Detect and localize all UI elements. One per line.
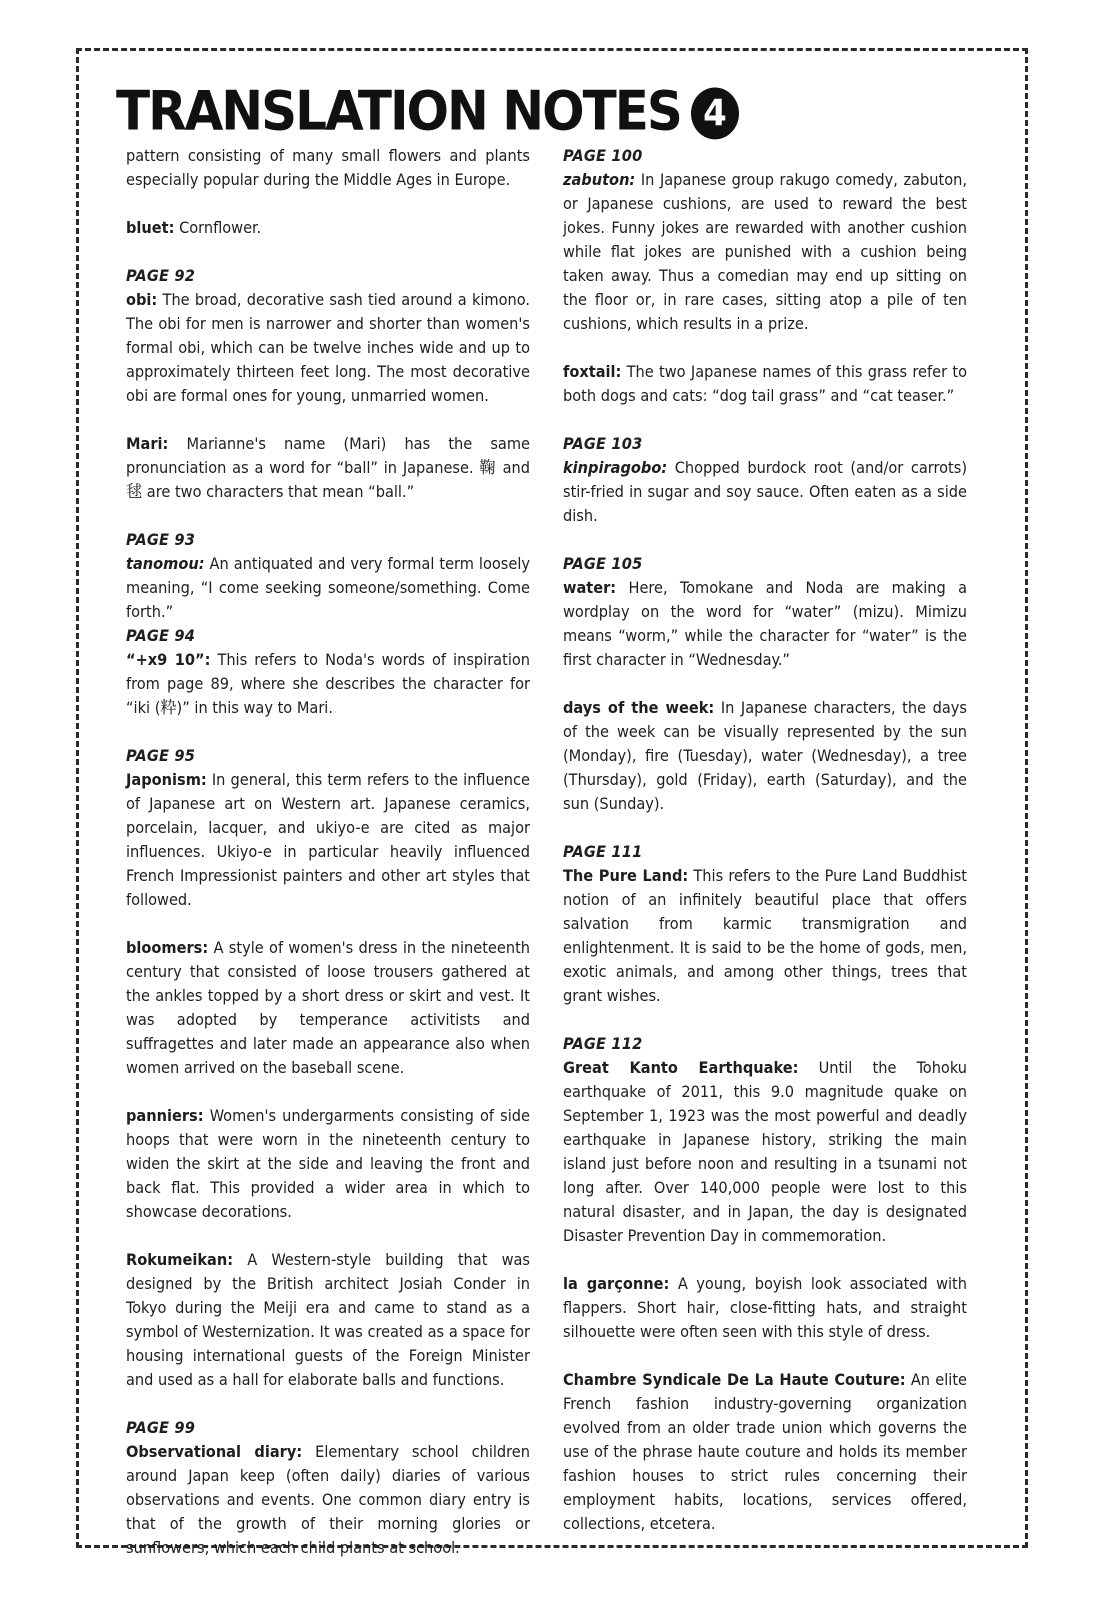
- note-term: bluet:: [126, 218, 175, 237]
- page-number-label: PAGE 99: [126, 1418, 196, 1437]
- note-entry: [563, 360, 967, 408]
- note-text: A Western-style building that was designed by the British architect Josiah Conder in Tokyo during the Meiji era and came to stand as a symbol of Westernization. It was created as a space for housing international guests of the Foreign Minister and used as a hall for elaborate balls and functions.: [126, 1250, 531, 1389]
- note-entry: [126, 744, 530, 912]
- note-entry: [126, 624, 530, 720]
- note-paragraph: [563, 360, 967, 408]
- note-paragraph: [126, 144, 530, 192]
- page-number-label: PAGE 100: [563, 146, 643, 165]
- note-term: zabuton:: [563, 170, 636, 189]
- note-text: Marianne's name (Mari) has the same pronunciation as a word for “ball” in Japanese. 鞠 and 毬 are two characters that mean “ball.”: [126, 434, 530, 501]
- note-term: la garçonne:: [563, 1274, 670, 1293]
- note-entry: [126, 1416, 530, 1560]
- note-paragraph: [563, 1272, 967, 1344]
- note-paragraph: [126, 768, 530, 912]
- note-term: days of the week:: [563, 698, 715, 717]
- note-text: The broad, decorative sash tied around a kimono. The obi for men is narrower and shorter than women's formal obi, which can be twelve inches wide and up to approximately thirteen feet long. The most decorative obi are formal ones for young, unmarried women.: [126, 290, 531, 405]
- note-term: The Pure Land:: [563, 866, 689, 885]
- page-number-label: PAGE 94: [126, 626, 196, 645]
- note-entry: [563, 840, 967, 1008]
- note-text: Until the Tohoku earthquake of 2011, this 9.0 magnitude quake on September 1, 1923 was the most powerful and deadly earthquake in Japanese history, striking the main island just before noon and resulting in a tsunami not long after. Over 140,000 people were lost to this natural disaster, and in Japan, the day is designated Disaster Prevention Day in commemoration.: [563, 1058, 968, 1245]
- note-entry: [563, 1272, 967, 1344]
- page-number-label: PAGE 105: [563, 554, 643, 573]
- note-term: Mari:: [126, 434, 169, 453]
- note-text: Women's undergarments consisting of side hoops that were worn in the nineteenth century to widen the skirt at the side and leaving the front and back flat. This provided a wider area in which to showcase decorations.: [126, 1106, 531, 1221]
- note-text: An elite French fashion industry-governing organization evolved from an older trade union which governs the use of the phrase haute couture and holds its member fashion houses to strict rules concerning their employment habits, locations, services offered, collections, etcetera.: [563, 1370, 967, 1533]
- note-paragraph: [563, 168, 967, 336]
- note-paragraph: [126, 1248, 530, 1392]
- note-entry: [563, 432, 967, 528]
- note-text: In general, this term refers to the influence of Japanese art on Western art. Japanese ceramics, porcelain, lacquer, and ukiyo-e are cited as major influences. Ukiyo-e in particular heavily influenced French Impressionist painters and other art styles that followed.: [126, 770, 531, 909]
- page-number-label: PAGE 103: [563, 434, 643, 453]
- note-term: Great Kanto Earthquake:: [563, 1058, 799, 1077]
- note-paragraph: [126, 288, 530, 408]
- note-entry: [563, 1032, 967, 1248]
- note-term: foxtail:: [563, 362, 622, 381]
- note-text: Elementary school children around Japan keep (often daily) diaries of various observations and events. One common diary entry is that of the growth of their morning glories or sunflowers, which each child plants at school.: [126, 1442, 530, 1557]
- note-text: In Japanese group rakugo comedy, zabuton, or Japanese cushions, are used to reward the best jokes. Funny jokes are rewarded with another cushion while flat jokes are punished with a cushion being taken away. Thus a comedian may end up sitting on the floor or, in rare cases, sitting atop a pile of ten cushions, which results in a prize.: [563, 170, 968, 333]
- note-text: An antiquated and very formal term loosely meaning, “I come seeking someone/something. Come forth.”: [126, 554, 531, 621]
- note-text: Chopped burdock root (and/or carrots) stir-fried in sugar and soy sauce. Often eaten as a side dish.: [563, 458, 968, 525]
- note-paragraph: [126, 552, 530, 624]
- note-entry: [563, 1368, 967, 1536]
- page-number-label: PAGE 112: [563, 1034, 643, 1053]
- note-term: tanomou:: [126, 554, 205, 573]
- note-term: bloomers:: [126, 938, 209, 957]
- note-entry: [563, 552, 967, 672]
- title-text: TRANSLATION NOTES: [116, 80, 681, 143]
- note-paragraph: [563, 1056, 967, 1248]
- note-text: A young, boyish look associated with flappers. Short hair, close-fitting hats, and straight silhouette were often seen with this style of dress.: [563, 1274, 967, 1341]
- note-paragraph: [126, 1440, 530, 1560]
- note-text: Here, Tomokane and Noda are making a wordplay on the word for “water” (mizu). Mimizu means “worm,” while the character for “water” is the first character in “Wednesday.”: [563, 578, 968, 669]
- note-paragraph: [126, 936, 530, 1080]
- note-paragraph: [126, 648, 530, 720]
- note-term: Chambre Syndicale De La Haute Couture:: [563, 1370, 906, 1389]
- note-text: pattern consisting of many small flowers and plants especially popular during the Middle Ages in Europe.: [126, 146, 530, 189]
- note-paragraph: [126, 432, 530, 504]
- page-number-label: PAGE 93: [126, 530, 196, 549]
- page-number-label: PAGE 95: [126, 746, 196, 765]
- right-column: [563, 144, 967, 1560]
- note-text: This refers to Noda's words of inspiration from page 89, where she describes the character for “iki (粋)” in this way to Mari.: [126, 650, 531, 717]
- note-text: The two Japanese names of this grass refer to both dogs and cats: “dog tail grass” and “cat teaser.”: [563, 362, 968, 405]
- note-text: This refers to the Pure Land Buddhist notion of an infinitely beautiful place that offers salvation from karmic transmigration and enlightenment. It is said to be the home of gods, men, exotic animals, and among other things, trees that grant wishes.: [563, 866, 968, 1005]
- note-paragraph: [563, 864, 967, 1008]
- note-entry: [126, 264, 530, 408]
- note-entry: [563, 696, 967, 816]
- note-paragraph: [563, 456, 967, 528]
- note-text: Cornflower.: [179, 218, 262, 237]
- left-column: [126, 144, 530, 1584]
- note-paragraph: [126, 216, 530, 240]
- title-number-badge: 4: [691, 88, 739, 140]
- note-entry: [126, 1248, 530, 1392]
- note-term: Japonism:: [126, 770, 207, 789]
- note-term: Observational diary:: [126, 1442, 303, 1461]
- note-paragraph: [563, 696, 967, 816]
- note-term: water:: [563, 578, 617, 597]
- note-entry: [126, 1104, 530, 1224]
- note-entry: [126, 216, 530, 240]
- note-text: In Japanese characters, the days of the week can be visually represented by the sun (Monday), fire (Tuesday), water (Wednesday), a tree (Thursday), gold (Friday), earth (Saturday), and the sun (Sunday).: [563, 698, 968, 813]
- note-entry: [126, 528, 530, 624]
- note-paragraph: [563, 576, 967, 672]
- note-term: Rokumeikan:: [126, 1250, 234, 1269]
- page-title: [116, 80, 739, 143]
- note-term: kinpiragobo:: [563, 458, 668, 477]
- note-paragraph: [563, 1368, 967, 1536]
- page-number-label: PAGE 92: [126, 266, 196, 285]
- note-entry: [126, 936, 530, 1080]
- note-term: obi:: [126, 290, 158, 309]
- note-entry: [126, 432, 530, 504]
- note-entry: [126, 144, 530, 192]
- page-number-label: PAGE 111: [563, 842, 643, 861]
- note-term: “+x9 10”:: [126, 650, 211, 669]
- note-text: A style of women's dress in the nineteenth century that consisted of loose trousers gathered at the ankles topped by a short dress or skirt and vest. It was adopted by temperance activitists and suffragettes and later made an appearance also when women arrived on the baseball scene.: [126, 938, 531, 1077]
- note-entry: [563, 144, 967, 336]
- note-paragraph: [126, 1104, 530, 1224]
- note-term: panniers:: [126, 1106, 204, 1125]
